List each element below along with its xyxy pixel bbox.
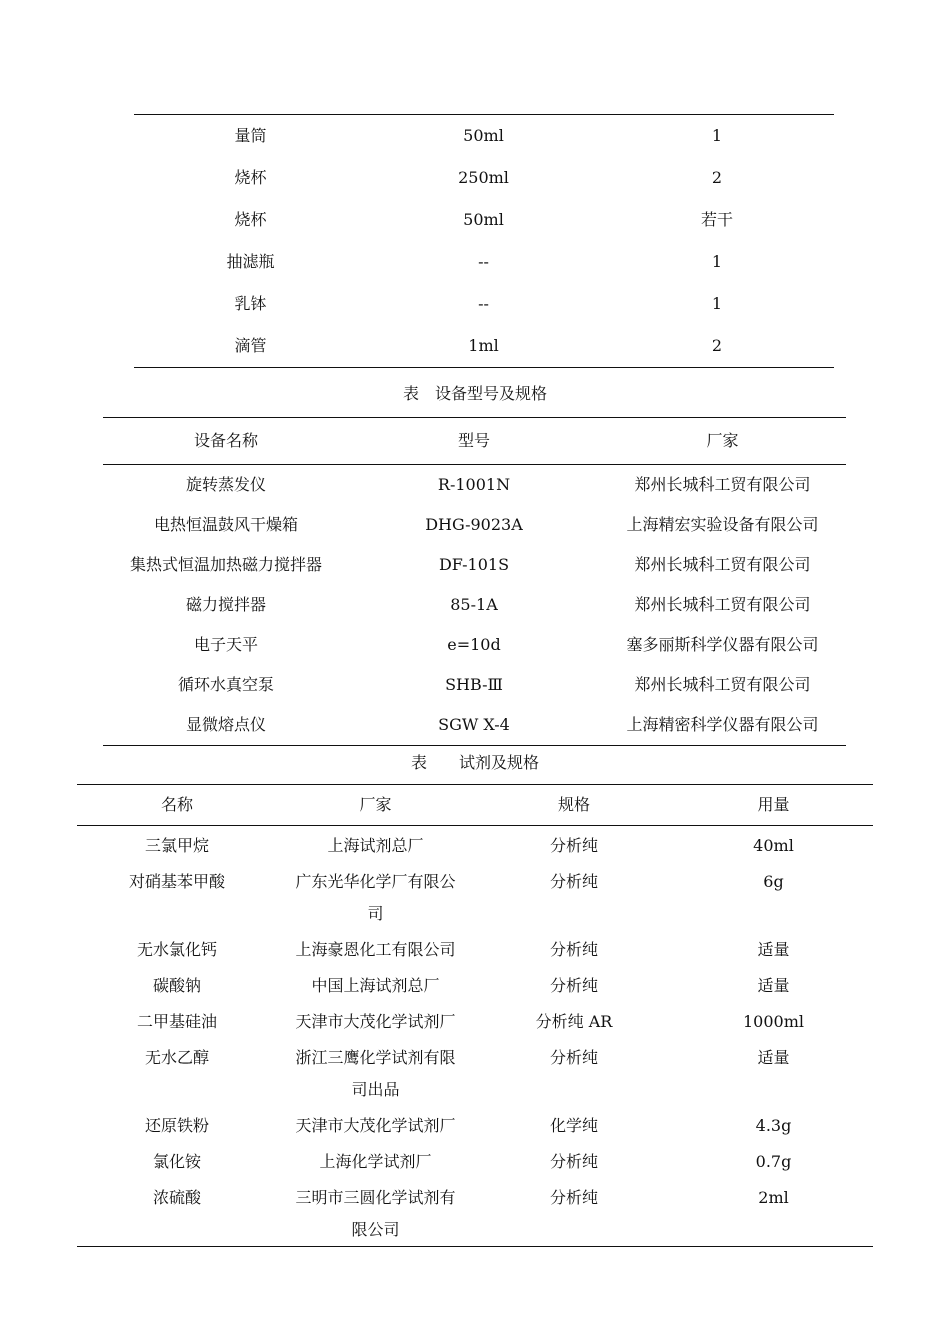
cell-grade: 化学纯 — [549, 1116, 598, 1135]
cell-manufacturer: 郑州长城科工贸有限公司 — [634, 595, 811, 614]
cell-reagent-name: 碳酸钠 — [152, 976, 201, 995]
cell-spec: 50ml — [463, 210, 504, 229]
cell-manufacturer: 郑州长城科工贸有限公司 — [634, 555, 811, 574]
cell-manufacturer — [277, 1142, 474, 1178]
cell-manufacturer — [277, 862, 474, 930]
header-manufacturer: 厂家 — [277, 785, 474, 826]
cell-manufacturer: 上海精密科学仪器有限公司 — [626, 715, 819, 734]
cell-manufacturer: 上海精宏实验设备有限公司 — [626, 515, 819, 534]
cell-equipment-name: 电热恒温鼓风干燥箱 — [153, 515, 298, 534]
table-row — [103, 705, 846, 746]
header-equipment-name: 设备名称 — [103, 418, 349, 465]
cell-model: 85-1A — [450, 595, 498, 614]
table-row — [77, 930, 873, 966]
cell-reagent-name: 无水氯化钙 — [136, 940, 217, 959]
cell-model: e=10d — [447, 635, 501, 654]
cell-text: 三明市三圆化学试剂有限公司 — [295, 1188, 456, 1239]
cell-amount: 1000ml — [742, 1012, 804, 1031]
reagent-table-caption: 表 试剂及规格 — [410, 753, 539, 772]
cell-grade: 分析纯 — [549, 976, 598, 995]
header-amount: 用量 — [674, 785, 873, 826]
cell-grade: 分析纯 — [549, 1188, 598, 1207]
table-header-row — [103, 418, 846, 465]
cell-manufacturer — [277, 966, 474, 1002]
table-header-row — [77, 785, 873, 826]
cell-spec: 1ml — [468, 336, 499, 355]
cell-grade: 分析纯 — [549, 940, 598, 959]
cell-text: 上海试剂总厂 — [327, 836, 424, 855]
cell-spec: 50ml — [463, 126, 504, 145]
cell-item: 量筒 — [234, 126, 267, 145]
cell-amount: 40ml — [753, 836, 794, 855]
cell-text: 天津市大茂化学试剂厂 — [295, 1012, 456, 1031]
header-grade: 规格 — [474, 785, 674, 826]
cell-amount: 0.7g — [755, 1152, 792, 1171]
table-row — [77, 826, 873, 863]
table-row — [134, 115, 834, 158]
cell-model: DF-101S — [438, 555, 510, 574]
cell-item: 抽滤瓶 — [226, 252, 275, 271]
cell-text: 上海化学试剂厂 — [319, 1152, 432, 1171]
table-row — [77, 862, 873, 930]
cell-reagent-name: 无水乙醇 — [144, 1048, 209, 1067]
cell-grade: 分析纯 — [549, 1152, 598, 1171]
cell-manufacturer — [277, 930, 474, 966]
cell-item: 滴管 — [234, 336, 267, 355]
cell-quantity: 1 — [711, 252, 723, 271]
cell-spec: -- — [478, 252, 489, 271]
cell-quantity: 若干 — [700, 210, 733, 229]
table-row — [77, 1038, 873, 1106]
cell-amount: 2ml — [758, 1188, 789, 1207]
cell-text: 中国上海试剂总厂 — [311, 976, 440, 995]
cell-grade: 分析纯 AR — [535, 1012, 613, 1031]
cell-manufacturer: 郑州长城科工贸有限公司 — [634, 675, 811, 694]
cell-amount: 适量 — [757, 940, 790, 959]
cell-spec: -- — [478, 294, 489, 313]
header-reagent-name: 名称 — [77, 785, 277, 826]
cell-reagent-name: 三氯甲烷 — [144, 836, 209, 855]
table-row — [103, 625, 846, 665]
table-row — [134, 199, 834, 241]
cell-item: 烧杯 — [234, 168, 267, 187]
cell-equipment-name: 磁力搅拌器 — [185, 595, 266, 614]
cell-grade: 分析纯 — [549, 836, 598, 855]
cell-manufacturer — [277, 1178, 474, 1247]
cell-reagent-name: 浓硫酸 — [152, 1188, 201, 1207]
table-row — [77, 1178, 873, 1247]
cell-amount: 4.3g — [755, 1116, 792, 1135]
cell-quantity: 2 — [711, 336, 723, 355]
header-manufacturer: 厂家 — [599, 418, 846, 465]
equipment-table-caption: 表 设备型号及规格 — [402, 384, 547, 403]
cell-item: 烧杯 — [234, 210, 267, 229]
cell-manufacturer: 郑州长城科工贸有限公司 — [634, 475, 811, 494]
cell-spec: 250ml — [458, 168, 509, 187]
cell-quantity: 2 — [711, 168, 723, 187]
cell-quantity: 1 — [711, 126, 723, 145]
cell-grade: 分析纯 — [549, 872, 598, 891]
cell-reagent-name: 氯化铵 — [152, 1152, 201, 1171]
cell-amount: 适量 — [757, 1048, 790, 1067]
cell-grade: 分析纯 — [549, 1048, 598, 1067]
equipment-table — [103, 417, 846, 746]
cell-reagent-name: 对硝基苯甲酸 — [128, 872, 225, 891]
cell-manufacturer — [277, 826, 474, 863]
cell-amount: 适量 — [757, 976, 790, 995]
cell-amount: 6g — [763, 872, 784, 891]
cell-model: DHG-9023A — [425, 515, 523, 534]
table-row — [134, 241, 834, 283]
cell-manufacturer: 塞多丽斯科学仪器有限公司 — [626, 635, 819, 654]
cell-reagent-name: 二甲基硅油 — [136, 1012, 217, 1031]
cell-equipment-name: 集热式恒温加热磁力搅拌器 — [129, 555, 322, 574]
cell-manufacturer — [277, 1002, 474, 1038]
table-row — [77, 1142, 873, 1178]
cell-equipment-name: 循环水真空泵 — [177, 675, 274, 694]
table-row — [134, 283, 834, 325]
table-row — [103, 585, 846, 625]
cell-model: SHB-Ⅲ — [445, 675, 503, 694]
reagent-table — [77, 784, 873, 1247]
header-model: 型号 — [349, 418, 599, 465]
cell-quantity: 1 — [711, 294, 723, 313]
cell-text: 天津市大茂化学试剂厂 — [295, 1116, 456, 1135]
cell-manufacturer — [277, 1106, 474, 1142]
cell-text: 浙江三鹰化学试剂有限司出品 — [295, 1048, 456, 1099]
cell-model: SGW X-4 — [438, 715, 510, 734]
cell-equipment-name: 显微熔点仪 — [185, 715, 266, 734]
table-row — [77, 1002, 873, 1038]
cell-reagent-name: 还原铁粉 — [144, 1116, 209, 1135]
cell-equipment-name: 电子天平 — [193, 635, 258, 654]
table-row — [77, 1106, 873, 1142]
table-row — [134, 325, 834, 368]
table-row — [103, 545, 846, 585]
table-row — [77, 966, 873, 1002]
table-row — [103, 465, 846, 506]
table-row — [103, 505, 846, 545]
table-row — [134, 157, 834, 199]
cell-text: 上海豪恩化工有限公司 — [295, 940, 456, 959]
glassware-table — [134, 114, 834, 368]
cell-text: 广东光华化学厂有限公司 — [295, 872, 456, 923]
table-row — [103, 665, 846, 705]
cell-manufacturer — [277, 1038, 474, 1106]
cell-item: 乳钵 — [234, 294, 267, 313]
cell-equipment-name: 旋转蒸发仪 — [185, 475, 266, 494]
cell-model: R-1001N — [437, 475, 511, 494]
